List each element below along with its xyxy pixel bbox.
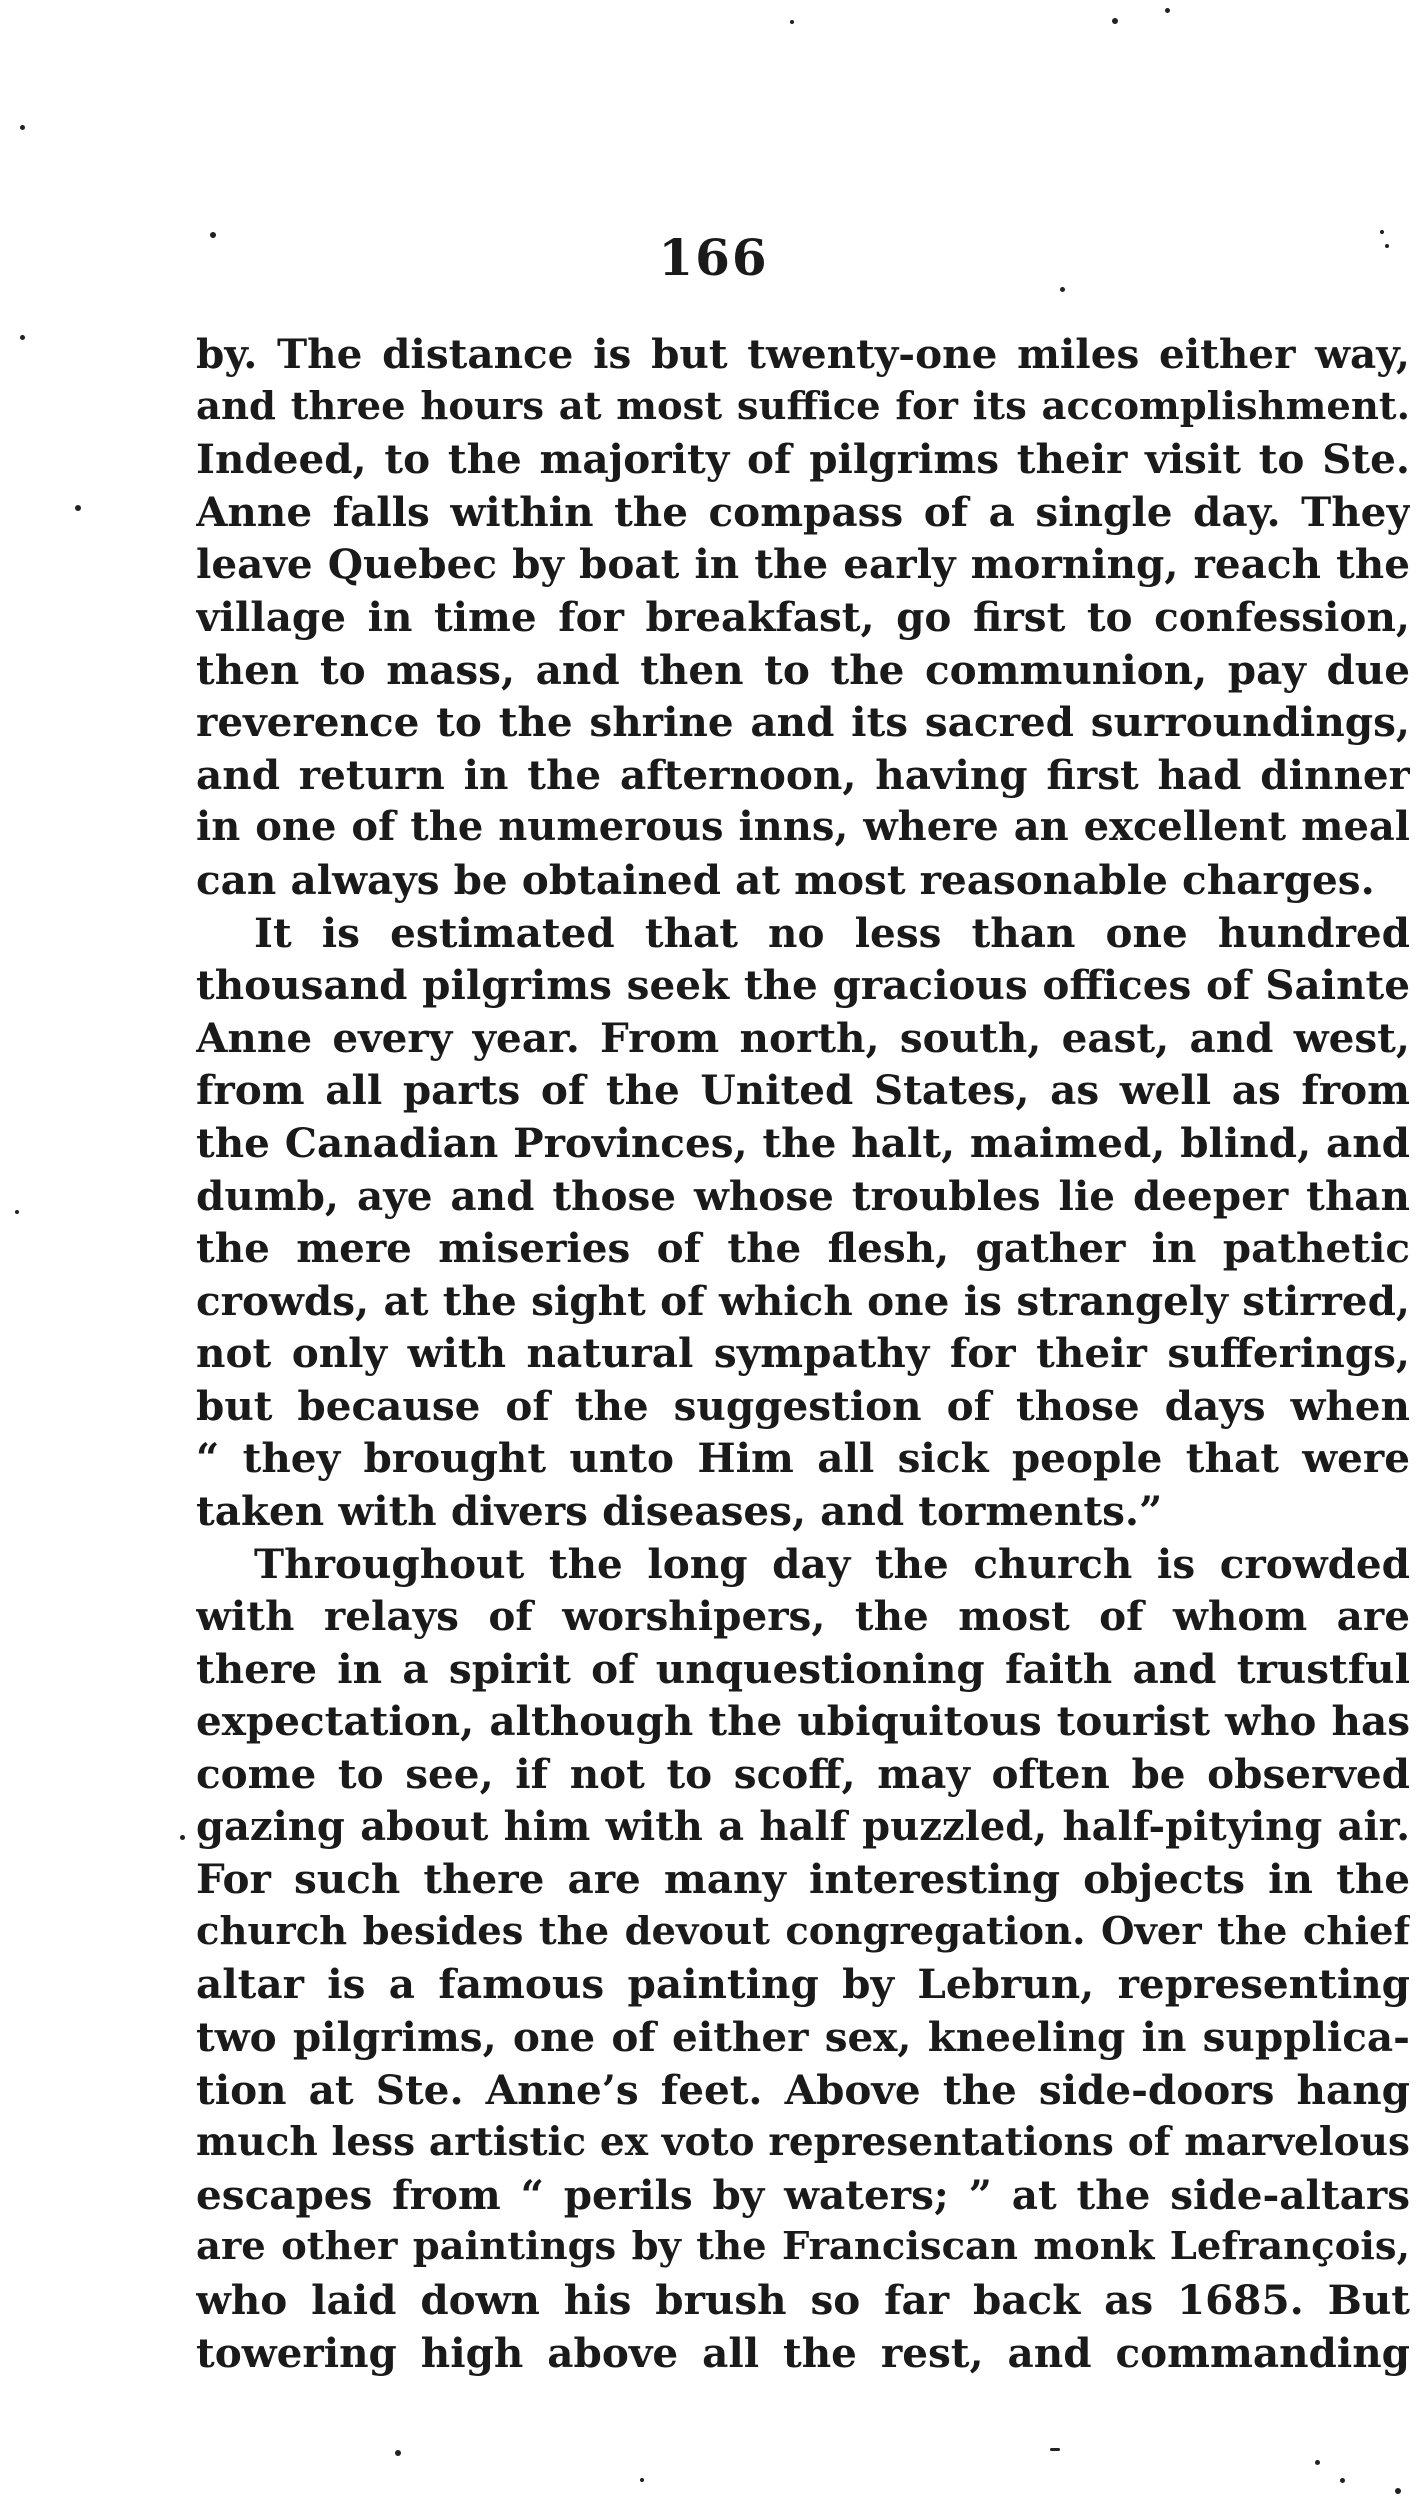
text-line: not only with natural sympathy for their sufferings,	[196, 1329, 1410, 1378]
text-line: “ they brought unto Him all sick people that were	[196, 1434, 1410, 1483]
text-line: dumb, aye and those whose troubles lie deeper than	[196, 1171, 1410, 1220]
text-line: It is estimated that no less than one hundred	[254, 908, 1410, 957]
body-text	[196, 328, 1410, 2379]
text-line: and three hours at most suffice for its accomplishment.	[196, 383, 1410, 429]
scan-speck	[20, 335, 25, 340]
scan-speck	[1380, 230, 1384, 234]
text-line: village in time for breakfast, go first to confession,	[196, 592, 1410, 641]
text-line: crowds, at the sight of which one is strangely stirred,	[196, 1276, 1410, 1325]
scan-speck	[1060, 287, 1065, 292]
scan-speck	[395, 2450, 401, 2456]
text-line: gazing about him with a half puzzled, half-pitying air.	[196, 1802, 1410, 1850]
text-line: reverence to the shrine and its sacred surroundings,	[196, 698, 1410, 747]
text-line: then to mass, and then to the communion, pay due	[196, 645, 1410, 694]
text-line: come to see, if not to scoff, may often be observed	[196, 1750, 1410, 1799]
text-line: the Canadian Provinces, the halt, maimed, blind, and	[196, 1118, 1410, 1167]
text-line: escapes from “ perils by waters; ” at the side-altars	[196, 2170, 1410, 2219]
text-line: but because of the suggestion of those days when	[196, 1381, 1410, 1430]
text-line: by. The distance is but twenty-one miles either way,	[196, 330, 1410, 378]
text-line: Throughout the long day the church is crowded	[254, 1539, 1410, 1588]
text-line: leave Quebec by boat in the early morning, reach the	[196, 540, 1410, 589]
text-line: can always be obtained at most reasonable charges.	[196, 855, 1375, 904]
text-line: Indeed, to the majority of pilgrims their visit to Ste.	[196, 435, 1410, 484]
text-line: and return in the afternoon, having first had dinner	[196, 750, 1410, 799]
text-line: two pilgrims, one of either sex, kneeling in supplica-	[196, 2013, 1410, 2061]
scan-speck	[75, 505, 81, 511]
scan-speck	[1385, 244, 1389, 248]
scan-speck	[15, 1210, 19, 1214]
page-number: 166	[658, 228, 769, 287]
scan-speck	[1050, 2448, 1060, 2451]
text-line: Anne falls within the compass of a single day. They	[196, 487, 1410, 536]
scan-speck	[1395, 2488, 1401, 2494]
text-line: from all parts of the United States, as well as from	[196, 1066, 1410, 1115]
scan-speck	[640, 2478, 644, 2482]
text-line: expectation, although the ubiquitous tourist who has	[196, 1697, 1410, 1746]
scan-speck	[1165, 8, 1170, 13]
scan-speck	[1112, 18, 1118, 24]
text-line: altar is a famous painting by Lebrun, representing	[196, 1960, 1410, 2009]
text-line: church besides the devout congregation. Over the chief	[196, 1908, 1410, 1954]
text-line: Anne every year. From north, south, east, and west,	[196, 1013, 1410, 1062]
scan-speck	[1340, 2478, 1345, 2483]
scan-speck	[210, 232, 216, 238]
text-line: are other paintings by the Franciscan monk Lefrançois,	[196, 2224, 1410, 2270]
text-line: thousand pilgrims seek the gracious offices of Sainte	[196, 961, 1410, 1010]
text-line: For such there are many interesting objects in the	[196, 1855, 1410, 1904]
text-line: there in a spirit of unquestioning faith and trustful	[196, 1644, 1410, 1693]
text-line: taken with divers diseases, and torments.”	[196, 1487, 1163, 1536]
scan-speck	[790, 20, 794, 24]
text-line: the mere miseries of the flesh, gather in pathetic	[196, 1224, 1410, 1273]
text-line: who laid down his brush so far back as 1685. But	[196, 2275, 1410, 2324]
text-line: in one of the numerous inns, where an excellent meal	[196, 803, 1410, 851]
scan-speck	[20, 125, 25, 130]
text-line: with relays of worshipers, the most of whom are	[196, 1592, 1410, 1641]
scan-speck	[1315, 2460, 1320, 2465]
scan-speck	[180, 1835, 185, 1840]
text-line: towering high above all the rest, and commanding	[196, 2328, 1410, 2377]
text-line: tion at Ste. Anne’s feet. Above the side-doors hang	[196, 2065, 1410, 2114]
text-line: much less artistic ex voto representations of marvelous	[196, 2119, 1410, 2166]
